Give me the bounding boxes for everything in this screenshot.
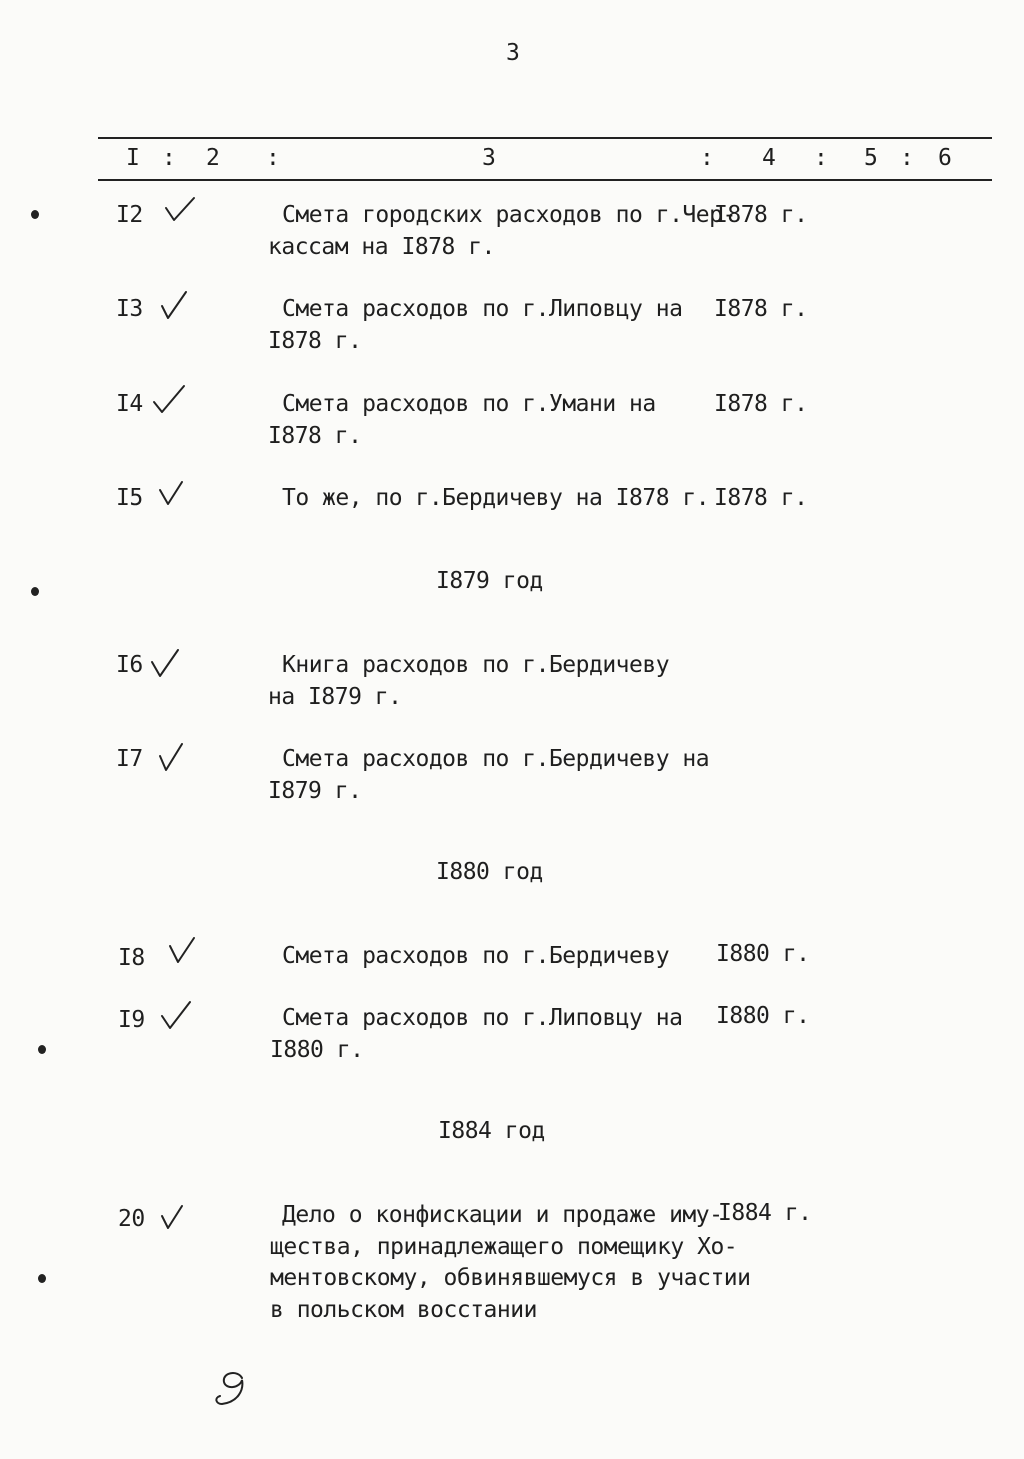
entry-number: I8: [118, 945, 145, 971]
checkmark-icon: [152, 384, 186, 414]
entry-title-line: Смета расходов по г.Липовцу на: [282, 1005, 683, 1031]
entry-date: I880 г.: [716, 1003, 810, 1029]
entry-number: I9: [118, 1007, 145, 1033]
entry-date: I880 г.: [716, 941, 810, 967]
entry-number: 20: [118, 1206, 145, 1232]
entry-title-line: Смета расходов по г.Липовцу на: [282, 296, 683, 322]
entry-title-line: Смета городских расходов по г.Чер-: [282, 202, 736, 228]
column-separator: :: [900, 145, 914, 171]
header-bottom-rule: [98, 179, 992, 181]
checkmark-icon: [160, 290, 194, 320]
column-separator: :: [266, 145, 280, 171]
entry-title-line: I878 г.: [268, 328, 362, 354]
year-heading: I880 год: [436, 859, 543, 885]
checkmark-icon: [158, 480, 192, 510]
column-separator: :: [814, 145, 828, 171]
checkmark-icon: [150, 648, 184, 678]
binder-hole: [38, 1045, 46, 1054]
checkmark-icon: [160, 1204, 194, 1234]
entry-number: I5: [116, 485, 143, 511]
column-separator: :: [162, 145, 176, 171]
entry-title-line: Книга расходов по г.Бердичеву: [282, 652, 670, 678]
entry-date: I878 г.: [714, 202, 808, 228]
entry-title-line: на I879 г.: [268, 684, 402, 710]
entry-title-line: в польском восстании: [270, 1297, 537, 1323]
column-header-1: I: [126, 145, 140, 171]
year-heading: I879 год: [436, 568, 543, 594]
binder-hole: [38, 1274, 46, 1283]
entry-title-line: ментовскому, обвинявшемуся в участии: [270, 1265, 751, 1291]
entry-title-line: кассам на I878 г.: [268, 234, 495, 260]
entry-number: I3: [116, 296, 143, 322]
year-heading: I884 год: [438, 1118, 545, 1144]
entry-title-line: I879 г.: [268, 778, 362, 804]
entry-number: I4: [116, 391, 143, 417]
binder-hole: [31, 587, 39, 596]
header-top-rule: [98, 137, 992, 139]
entry-date: I884 г.: [718, 1200, 812, 1226]
column-header-4: 4: [762, 145, 776, 171]
entry-title-line: I878 г.: [268, 423, 362, 449]
checkmark-icon: [168, 936, 202, 966]
column-separator: :: [700, 145, 714, 171]
column-header-6: 6: [938, 145, 952, 171]
entry-title-line: Смета расходов по г.Бердичеву на: [282, 746, 710, 772]
entry-title-line: I880 г.: [270, 1037, 364, 1063]
handwritten-page-mark: [212, 1368, 252, 1408]
checkmark-icon: [164, 196, 198, 226]
entry-number: I7: [116, 746, 143, 772]
entry-title-line: щества, принадлежащего помещику Хо-: [270, 1234, 738, 1260]
column-header-5: 5: [864, 145, 878, 171]
entry-title-line: Смета расходов по г.Умани на: [282, 391, 656, 417]
entry-number: I6: [116, 652, 143, 678]
binder-hole: [31, 210, 39, 219]
entry-number: I2: [116, 202, 143, 228]
checkmark-icon: [160, 1000, 194, 1030]
entry-date: I878 г.: [714, 296, 808, 322]
entry-title-line: Дело о конфискации и продаже иму-: [282, 1202, 723, 1228]
entry-title-line: Смета расходов по г.Бердичеву: [282, 943, 670, 969]
entry-date: I878 г.: [714, 391, 808, 417]
entry-title-line: То же, по г.Бердичеву на I878 г.: [282, 485, 710, 511]
column-header-3: 3: [482, 145, 496, 171]
checkmark-icon: [158, 742, 192, 772]
page-number: 3: [506, 40, 520, 66]
column-header-2: 2: [206, 145, 220, 171]
entry-date: I878 г.: [714, 485, 808, 511]
